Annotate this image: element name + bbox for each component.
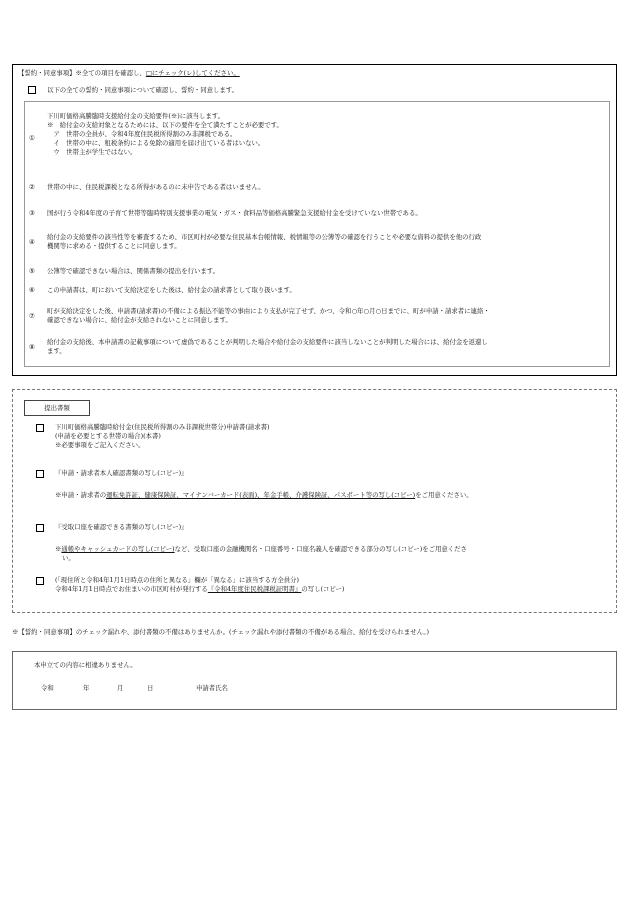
item-number-2: ② — [29, 183, 35, 191]
doc4-checkbox[interactable] — [36, 577, 44, 585]
item-number-5: ⑤ — [29, 267, 35, 275]
item-8-text: 給付金の支給後、本申請書の記載事項について虚偽であることが判明した場合や給付金の支給要件に該当しないことが判明した場合には、給付金を返還し ます。 — [47, 338, 488, 355]
item-number-7: ⑦ — [29, 312, 35, 320]
agree-all-label: 以下の全ての誓約・同意事項について確認し、誓約・同意します。 — [47, 86, 239, 94]
pledge-header-note-underlined: □にチェック(レ)してください。 — [145, 69, 240, 77]
date-month: 月 — [117, 684, 124, 692]
item-3-text: 国が行う令和4年度の子育て世帯等臨時特別支援事業の電気・ガス・食料品等価格高騰緊急支援給付金を受けていない世帯である。 — [47, 209, 422, 217]
applicant-name-label: 申請者氏名 — [196, 684, 228, 692]
item-1-text: 下川町価格高騰臨時支援給付金の支給要件(※)に該当します。 ※ 給付金の支給対象となるためには、以下の要件を全て満たすことが必要です。 ア 世帯の全員が、令和4年度住民税所得割のみ非課税である。 イ 世帯の中に、租税条約による免除の適用を届け出ている者はいない。 ウ 世帯主が学生ではない。 — [47, 112, 283, 156]
date-year: 年 — [83, 684, 90, 692]
doc4-text: (「現住所と令和4年1月1日時点の住所と異なる」欄が「異なる」に該当する方全員分) 令和4年1月1日時点でお住まいの市区町村が発行する『令和4年度住民税課税証明書』の写し(コピー) — [55, 576, 345, 593]
item-number-1: ① — [29, 134, 35, 142]
doc3-note: ※通帳やキャッシュカードの写し(コピー)など、受取口座の金融機関名・口座番号・口座名義人を確認できる部分の写し(コピー)をご用意くださ い。 — [55, 545, 467, 562]
item-6-text: この申請書は、町において支給決定をした後は、給付金の請求書として取り扱います。 — [47, 286, 296, 294]
doc2-checkbox[interactable] — [36, 470, 44, 478]
doc2-note: ※申請・請求者の運転免許証、健康保険証、マイナンバーカード(表面)、年金手帳、介護保険証、パスポート等の写し(コピー)をご用意ください。 — [55, 491, 473, 499]
pledge-header — [18, 69, 240, 78]
item-number-6: ⑥ — [29, 286, 35, 294]
pledge-header-title: 【誓約・同意事項】 — [18, 69, 76, 77]
doc3-checkbox[interactable] — [36, 524, 44, 532]
doc2-title: 『申請・請求者本人確認書類の写し(コピー)』 — [55, 469, 188, 477]
applicant-name-field[interactable] — [240, 680, 440, 694]
agree-all-checkbox[interactable] — [28, 86, 36, 94]
item-number-8: ⑧ — [29, 343, 35, 351]
documents-label: 提出書類 — [24, 400, 90, 416]
doc1-checkbox[interactable] — [36, 424, 44, 432]
item-5-text: 公簿等で確認できない場合は、関係書類の提出を行います。 — [47, 267, 220, 275]
doc1-text: 下川町価格高騰臨時給付金(住民税所得割のみ非課税世帯分)申請書(請求書) (申請を必要とする世帯の場合)(本書) ※必要事項をご記入ください。 — [55, 423, 270, 449]
item-4-text: 給付金の支給要件の該当性等を審査するため、市区町村が必要な住民基本台帳情報、税情報等の公簿等の確認を行うことや必要な資料の提供を他の行政 機関等に求める・提供することに同意します。 — [47, 233, 482, 250]
checklist-footnote: ※【誓約・同意事項】のチェック漏れや、添付書類の不備はありませんか。(チェック漏れや添付書類の不備がある場合、給付を受けられません。) — [12, 628, 430, 636]
item-2-text: 世帯の中に、住民税課税となる所得があるのに未申告である者はいません。 — [47, 183, 265, 191]
item-number-4: ④ — [29, 238, 35, 246]
date-day: 日 — [147, 684, 154, 692]
item-number-3: ③ — [29, 209, 35, 217]
date-era: 令和 — [41, 684, 54, 692]
pledge-header-note: ※全ての項目を確認し、 — [75, 69, 146, 77]
doc3-title: 『受取口座を確認できる書類の写し(コピー)』 — [55, 523, 188, 531]
confirmation-statement: 本申立ての内容に相違ありません。 — [34, 661, 137, 669]
item-7-text: 町が支給決定をした後、申請書(請求書)の不備による振込不能等の事由により支払が完了せず、かつ、令和○年○月○日までに、町が申請・請求者に連絡・ 確認できない場合に、給付金が支給されないことに同意します。 — [47, 307, 490, 324]
